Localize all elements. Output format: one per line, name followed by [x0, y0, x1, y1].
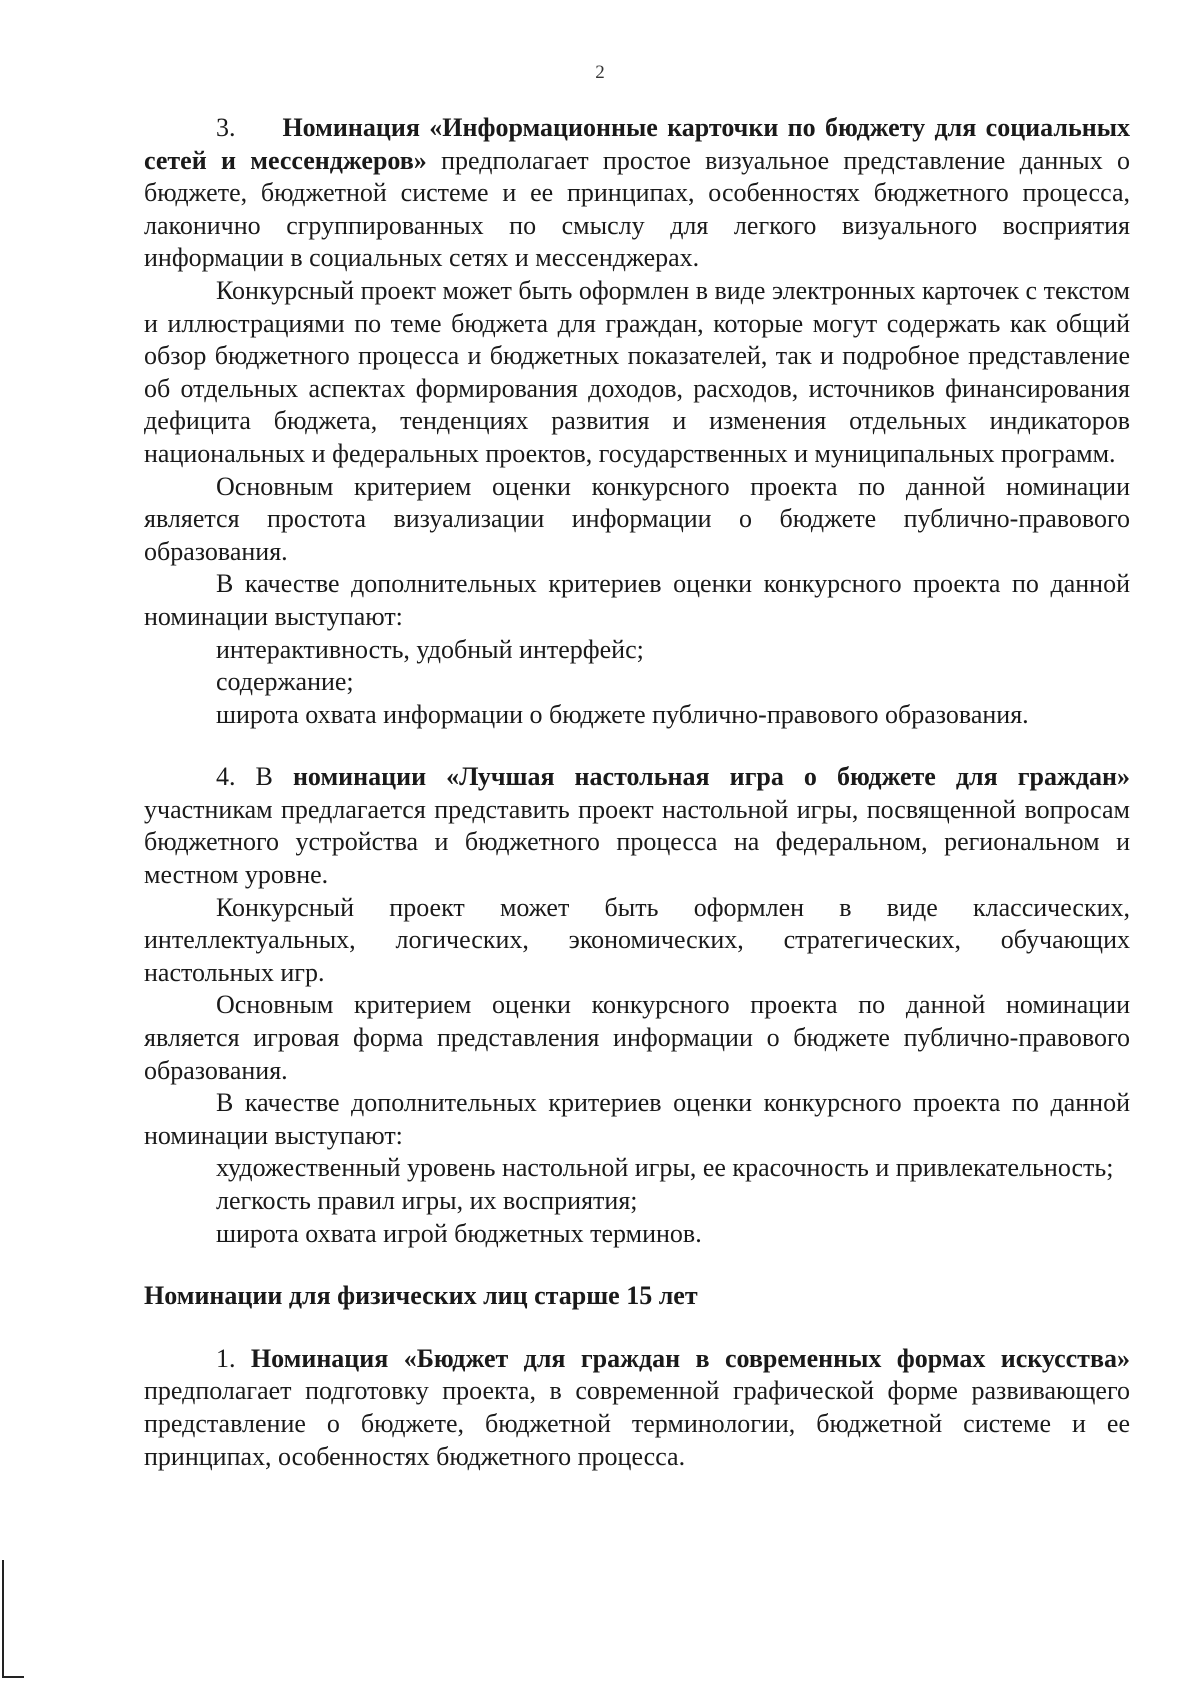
nomination-4-criterion-item: широта охвата игрой бюджетных терминов. — [216, 1218, 702, 1248]
adult-nomination-1-number: 1. — [216, 1343, 251, 1373]
nomination-4-criterion-item: художественный уровень настольной игры, ее красочность и привлекательность; — [216, 1153, 1114, 1183]
nomination-3-number: 3. — [216, 113, 236, 142]
nomination-3-additional-paragraph: В качестве дополнительных критериев оценки конкурсного проекта по данной номинации выступают: — [144, 569, 1130, 631]
adult-nomination-1-intro — [144, 1343, 1130, 1473]
scan-edge-mark — [2, 1676, 24, 1678]
spacer — [144, 1250, 1130, 1280]
nomination-3-format-paragraph: Конкурсный проект может быть оформлен в виде электронных карточек с текстом и иллюстрациями по теме бюджета для граждан, которые могут содержать как общий обзор бюджетного процесса и бюджетных показателей, так и подробное представление об отдельных аспектах формирования доходов, расходов, источников финансирования дефицита бюджета, тенденциях развития и изменения отдельных индикаторов национальных и федеральных проектов, государственных и муниципальных программ. — [144, 275, 1130, 468]
adult-nomination-1-title: Номинация «Бюджет для граждан в современных формах искусства» — [250, 1343, 1130, 1373]
spacer — [144, 1313, 1130, 1343]
nomination-4-criterion-item: легкость правил игры, их восприятия; — [216, 1186, 638, 1215]
nomination-3-description: предполагает простое визуальное представление данных о бюджете, бюджетной системе и ее принципах, особенностях бюджетного процесса, лаконично сгруппированных по смыслу для легкого визуального восприятия информации в социальных сетях и мессенджерах. — [144, 145, 1130, 273]
nomination-4-intro — [144, 761, 1130, 891]
nomination-3-title: Номинация «Информационные карточки по бюджету для социальных сетей и мессенджеров» — [144, 113, 1130, 175]
page-number: 2 — [595, 62, 605, 83]
nomination-3-criterion-paragraph: Основным критерием оценки конкурсного проекта по данной номинации является простота визуализации информации о бюджете публично-правового образования. — [144, 471, 1130, 566]
adult-nomination-1-description: предполагает подготовку проекта, в современной графической форме развивающего представление о бюджете, бюджетной терминологии, бюджетной системе и ее принципах, особенностях бюджетного процесса. — [144, 1376, 1130, 1471]
nomination-3-criterion-item: широта охвата информации о бюджете публично-правового образования. — [216, 699, 1029, 729]
nomination-3-criterion-item: интерактивность, удобный интерфейс; — [216, 634, 644, 664]
nomination-4-title: номинации «Лучшая настольная игра о бюджете для граждан» — [292, 762, 1130, 792]
section-heading: Номинации для физических лиц старше 15 лет — [144, 1281, 698, 1311]
scan-edge-mark — [2, 1560, 4, 1678]
nomination-3-intro — [144, 112, 1130, 275]
nomination-4-description: участникам предлагается представить проект настольной игры, посвященной вопросам бюджетного устройства и бюджетного процесса на федеральном, региональном и местном уровне. — [144, 794, 1130, 890]
nomination-4-additional-paragraph: В качестве дополнительных критериев оценки конкурсного проекта по данной номинации выступают: — [144, 1088, 1130, 1150]
document-body — [144, 112, 1130, 1473]
spacer — [144, 731, 1130, 761]
nomination-4-criterion-paragraph: Основным критерием оценки конкурсного проекта по данной номинации является игровая форма представления информации о бюджете публично-правового образования. — [144, 990, 1130, 1085]
nomination-4-format-paragraph: Конкурсный проект может быть оформлен в виде классических, интеллектуальных, логических, экономических, стратегических, обучающих настольных игр. — [144, 892, 1130, 987]
nomination-3-criterion-item: содержание; — [216, 667, 354, 697]
nomination-4-number: 4. В — [216, 762, 293, 792]
